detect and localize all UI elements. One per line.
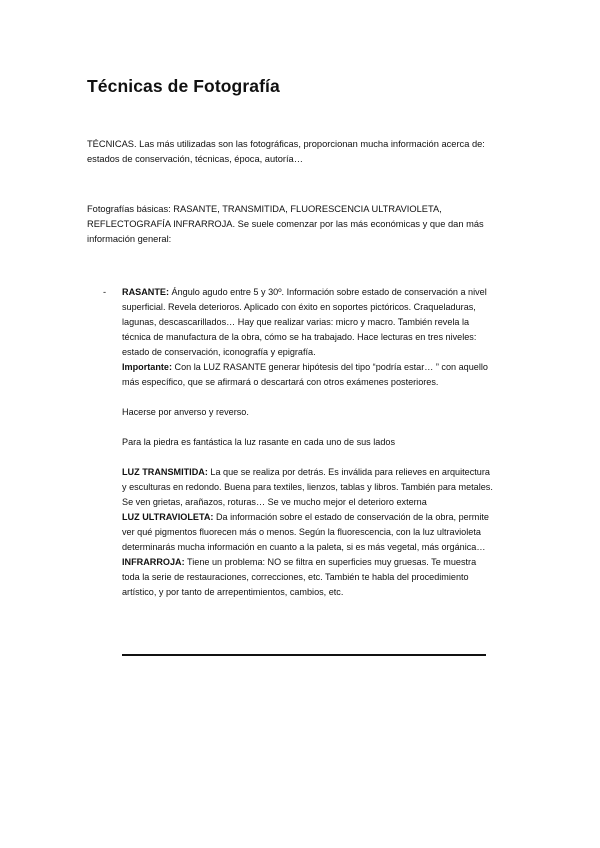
infrarroja-label: INFRARROJA: (122, 557, 185, 567)
rasante-label: RASANTE: (122, 287, 169, 297)
transmitida-text: La que se realiza por detrás. Es inválida para relieves en arquitectura y esculturas en redondo. Buena para textiles, lienzos, tablas y libros. También para metales. Se ven grietas, arañazos, roturas… Se ve mucho mejor el deterioro externa (122, 467, 493, 507)
ultravioleta-text: Da información sobre el estado de conservación de la obra, permite ver qué pigmentos fluorecen más o menos. Según la fluorescencia, con la luz ultravioleta determinarás mucha información en cuanto a la paleta, si es más vegetal, más orgánica… (122, 512, 489, 552)
ultravioleta-label: LUZ ULTRAVIOLETA: (122, 512, 214, 522)
rasante-note-2: Para la piedra es fantástica la luz rasante en cada uno de sus lados (122, 437, 395, 447)
ultravioleta-paragraph (122, 510, 495, 555)
horizontal-rule (122, 654, 486, 656)
intro-paragraph-2: Fotografías básicas: RASANTE, TRANSMITIDA, FLUORESCENCIA ULTRAVIOLETA, REFLECTOGRAFÍA INFRARROJA. Se suele comenzar por las más económicas y que dan más información general: (87, 204, 484, 244)
importante-text: Con la LUZ RASANTE generar hipótesis del tipo “podría estar… ” con aquello más específico, que se afirmará o descartará con otros exámenes posteriores. (122, 362, 488, 387)
infrarroja-text: Tiene un problema: NO se filtra en superficies muy gruesas. Te muestra toda la serie de restauraciones, correcciones, etc. También te habla del procedimiento artístico, y por tanto de arrepentimientos, cambios, etc. (122, 557, 477, 597)
spacer (122, 420, 495, 435)
list-item-content (122, 285, 495, 600)
spacer (122, 390, 495, 405)
rasante-text: Ángulo agudo entre 5 y 30º. Información sobre estado de conservación a nivel superficial. Revela deterioros. Aplicado con éxito en soportes pictóricos. Craqueladuras, lagunas, descascarillados… Hay que realizar varias: micro y macro. También revela la técnica de manufactura de la obra, cómo se ha trabajado. Hace lecturas en tres niveles: estado de conservación, iconografía y epigrafía. (122, 287, 487, 357)
page-title: Técnicas de Fotografía (87, 76, 280, 96)
importante-label: Importante: (122, 362, 173, 372)
infrarroja-paragraph (122, 555, 495, 600)
transmitida-paragraph (122, 465, 495, 510)
list-bullet: - (103, 287, 107, 297)
transmitida-label: LUZ TRANSMITIDA: (122, 467, 208, 477)
rasante-note-1: Hacerse por anverso y reverso. (122, 407, 249, 417)
intro-paragraph-1: TÉCNICAS. Las más utilizadas son las fotográficas, proporcionan mucha información acerca de: estados de conservación, técnicas, época, autoría… (87, 139, 485, 164)
importante-paragraph (122, 360, 495, 390)
spacer (122, 450, 495, 465)
rasante-paragraph (122, 285, 495, 360)
